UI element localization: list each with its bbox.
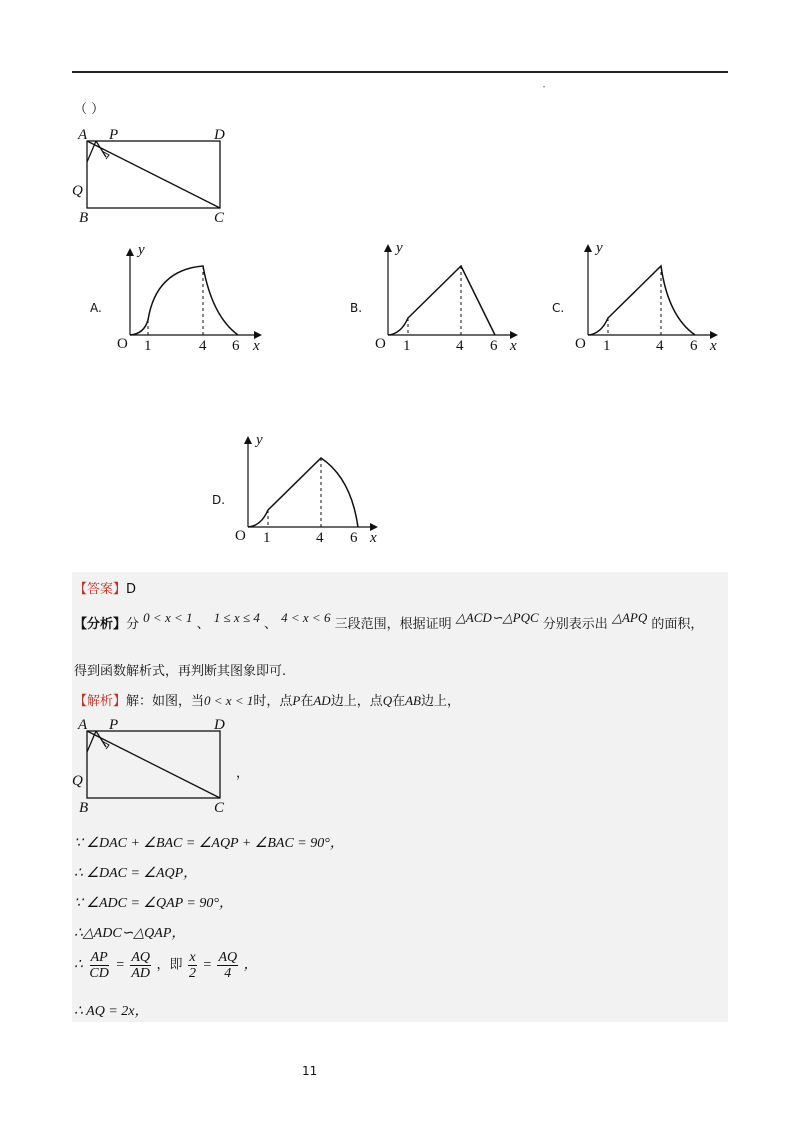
option-a-label: A. [90, 301, 102, 315]
tick-6: 6 [232, 338, 240, 354]
label-d: D [214, 127, 225, 143]
svg-text:1: 1 [403, 338, 411, 354]
label-b: B [79, 210, 89, 226]
step-4: ∴△ADC∽△QAP， [74, 926, 186, 941]
step-last: ∴ AQ = 2x， [74, 1004, 149, 1019]
option-d-graph [208, 430, 398, 550]
analysis-line-1: 【分析】分 0 < x < 1 、 1 ≤ x ≤ 4 、 4 < x < 6 三段范围，根据证明 △ACD∽△PQC 分别表示出 △APQ 的面积， [74, 610, 704, 632]
svg-text:O: O [575, 336, 586, 352]
y-label: y [138, 242, 145, 258]
svg-text:y: y [396, 240, 403, 256]
page-number: 11 [302, 1064, 318, 1078]
svg-text:y: y [596, 240, 603, 256]
option-b-graph [348, 238, 538, 358]
x-label: x [253, 338, 260, 354]
svg-text:Q: Q [72, 773, 83, 789]
svg-text:1: 1 [603, 338, 611, 354]
option-c-graph [548, 238, 738, 358]
answer-tag: 【答案】 [74, 582, 127, 597]
label-q: Q [72, 183, 83, 199]
svg-text:P: P [109, 717, 119, 733]
svg-text:O: O [235, 528, 246, 544]
analysis-line-2: 得到函数解析式，再判断其图象即可. [74, 664, 287, 679]
svg-text:4: 4 [316, 530, 324, 546]
svg-text:x: x [510, 338, 517, 354]
svg-text:1: 1 [263, 530, 271, 546]
origin-label: O [117, 336, 128, 352]
svg-text:x: x [710, 338, 717, 354]
svg-text:y: y [256, 432, 263, 448]
svg-text:O: O [375, 336, 386, 352]
svg-text:6: 6 [690, 338, 698, 354]
curve-c [588, 266, 695, 335]
option-d-label: D. [212, 493, 226, 507]
option-a-graph [86, 238, 276, 358]
curve-d [248, 458, 358, 527]
option-b-label: B. [350, 301, 363, 315]
tick-1: 1 [144, 338, 152, 354]
svg-text:A: A [78, 717, 88, 733]
svg-text:6: 6 [490, 338, 498, 354]
step-3: ∵ ∠ADC = ∠QAP = 90°， [74, 896, 233, 911]
label-a: A [78, 127, 88, 143]
solution-intro: 【解析】解：如图，当0 < x < 1时，点P在AD边上，点Q在AB边上， [74, 693, 461, 709]
diagonal-ac [87, 141, 220, 208]
svg-text:D: D [214, 717, 225, 733]
option-c-label: C. [552, 301, 565, 315]
solution-figure [66, 712, 236, 818]
svg-text:4: 4 [456, 338, 464, 354]
svg-text:C: C [214, 800, 225, 816]
answer-value: D [126, 582, 137, 597]
step-fractions: ∴ $\frac{AP}{CD}$ = $\frac{AQ}{AD}$ ，即 $\frac{x}{2}$ = $\frac{AQ}{4}$ ， [74, 950, 258, 981]
tick-4: 4 [199, 338, 207, 354]
step-1: ∵ ∠DAC + ∠BAC = ∠AQP + ∠BAC = 90°， [74, 836, 344, 851]
header-rule [72, 71, 728, 73]
svg-text:B: B [79, 800, 89, 816]
curve-b [388, 266, 495, 335]
segment-pq [87, 141, 96, 162]
header-dot: · [542, 80, 547, 95]
step-2: ∴ ∠DAC = ∠AQP， [74, 866, 198, 881]
curve-a [130, 266, 238, 335]
segment-pe [96, 141, 106, 157]
label-c: C [214, 210, 225, 226]
rectangle-figure [66, 122, 236, 228]
svg-text:6: 6 [350, 530, 358, 546]
figure-comma: ， [236, 766, 250, 781]
svg-text:x: x [370, 530, 377, 546]
svg-text:4: 4 [656, 338, 664, 354]
answer-blank: （ ） [74, 102, 105, 117]
label-p: P [109, 127, 119, 143]
